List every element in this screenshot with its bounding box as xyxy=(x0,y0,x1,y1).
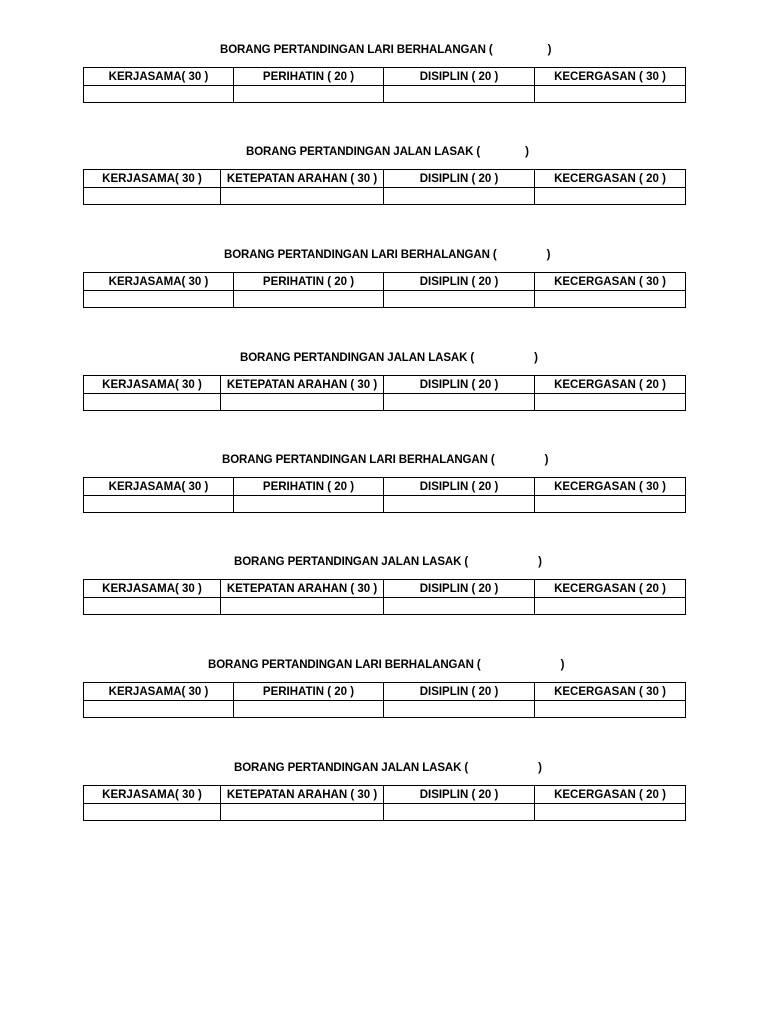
score-cell[interactable] xyxy=(535,394,686,411)
score-cell[interactable] xyxy=(535,291,686,308)
score-cell[interactable] xyxy=(384,804,535,821)
form-title-text: BORANG PERTANDINGAN LARI BERHALANGAN ( xyxy=(208,659,481,671)
column-header: DISIPLIN ( 20 ) xyxy=(384,683,535,701)
score-cell[interactable] xyxy=(535,188,686,205)
column-header: DISIPLIN ( 20 ) xyxy=(384,580,535,598)
form-title-text: BORANG PERTANDINGAN JALAN LASAK ( xyxy=(234,762,469,774)
header-row xyxy=(84,376,686,394)
score-cell[interactable] xyxy=(221,804,384,821)
column-header: KECERGASAN ( 20 ) xyxy=(535,580,686,598)
column-header: KECERGASAN ( 20 ) xyxy=(535,170,686,188)
score-cell[interactable] xyxy=(84,496,234,513)
score-cell[interactable] xyxy=(535,701,686,718)
form-title xyxy=(208,657,564,673)
column-header: DISIPLIN ( 20 ) xyxy=(384,170,535,188)
score-cell[interactable] xyxy=(84,291,234,308)
score-cell[interactable] xyxy=(384,394,535,411)
score-cell[interactable] xyxy=(234,496,384,513)
score-cell[interactable] xyxy=(384,496,535,513)
form-title-close: ) xyxy=(538,762,542,774)
column-header: KECERGASAN ( 30 ) xyxy=(535,478,686,496)
form-title-close: ) xyxy=(538,556,542,568)
score-cell[interactable] xyxy=(234,291,384,308)
column-header: PERIHATIN ( 20 ) xyxy=(234,68,384,86)
score-cell[interactable] xyxy=(384,701,535,718)
form-title-close: ) xyxy=(547,44,552,56)
score-cell[interactable] xyxy=(84,394,221,411)
form-title xyxy=(246,144,529,160)
column-header: DISIPLIN ( 20 ) xyxy=(384,273,535,291)
score-table xyxy=(83,477,686,513)
score-cell[interactable] xyxy=(384,188,535,205)
column-header: DISIPLIN ( 20 ) xyxy=(384,68,535,86)
column-header: KECERGASAN ( 20 ) xyxy=(535,376,686,394)
form-title-text: BORANG PERTANDINGAN JALAN LASAK ( xyxy=(234,556,469,568)
column-header: KECERGASAN ( 30 ) xyxy=(535,683,686,701)
score-entry-row xyxy=(84,394,686,411)
score-table xyxy=(83,169,686,205)
form-title-text: BORANG PERTANDINGAN LARI BERHALANGAN ( xyxy=(224,249,497,261)
form-title-close: ) xyxy=(544,454,549,466)
score-cell[interactable] xyxy=(535,496,686,513)
column-header: KETEPATAN ARAHAN ( 30 ) xyxy=(221,580,384,598)
column-header: KERJASAMA( 30 ) xyxy=(84,786,221,804)
column-header: KERJASAMA( 30 ) xyxy=(84,170,221,188)
column-header: KERJASAMA( 30 ) xyxy=(84,683,234,701)
form-title xyxy=(220,42,551,58)
form-title xyxy=(234,760,542,776)
column-header: KETEPATAN ARAHAN ( 30 ) xyxy=(221,170,384,188)
column-header: KETEPATAN ARAHAN ( 30 ) xyxy=(221,376,384,394)
header-row xyxy=(84,580,686,598)
score-cell[interactable] xyxy=(384,291,535,308)
form-title-close: ) xyxy=(560,659,565,671)
score-cell[interactable] xyxy=(221,394,384,411)
score-table xyxy=(83,682,686,718)
score-entry-row xyxy=(84,496,686,513)
column-header: PERIHATIN ( 20 ) xyxy=(234,683,384,701)
score-table xyxy=(83,375,686,411)
form-title xyxy=(224,247,550,263)
column-header: PERIHATIN ( 20 ) xyxy=(234,478,384,496)
score-cell[interactable] xyxy=(535,598,686,615)
column-header: PERIHATIN ( 20 ) xyxy=(234,273,384,291)
score-cell[interactable] xyxy=(221,598,384,615)
column-header: KERJASAMA( 30 ) xyxy=(84,580,221,598)
form-title xyxy=(222,452,548,468)
score-cell[interactable] xyxy=(234,701,384,718)
score-entry-row xyxy=(84,701,686,718)
score-entry-row xyxy=(84,86,686,103)
header-row xyxy=(84,68,686,86)
header-row xyxy=(84,786,686,804)
column-header: KERJASAMA( 30 ) xyxy=(84,273,234,291)
score-table xyxy=(83,67,686,103)
form-title xyxy=(234,554,542,570)
header-row xyxy=(84,683,686,701)
score-cell[interactable] xyxy=(384,86,535,103)
form-title-text: BORANG PERTANDINGAN JALAN LASAK ( xyxy=(246,146,481,158)
score-cell[interactable] xyxy=(535,804,686,821)
score-cell[interactable] xyxy=(535,86,686,103)
score-entry-row xyxy=(84,291,686,308)
score-entry-row xyxy=(84,598,686,615)
form-title-text: BORANG PERTANDINGAN JALAN LASAK ( xyxy=(240,352,475,364)
header-row xyxy=(84,170,686,188)
score-cell[interactable] xyxy=(84,804,221,821)
score-table xyxy=(83,579,686,615)
score-cell[interactable] xyxy=(84,188,221,205)
score-entry-row xyxy=(84,188,686,205)
column-header: KERJASAMA( 30 ) xyxy=(84,376,221,394)
header-row xyxy=(84,478,686,496)
score-entry-row xyxy=(84,804,686,821)
column-header: DISIPLIN ( 20 ) xyxy=(384,376,535,394)
column-header: KETEPATAN ARAHAN ( 30 ) xyxy=(221,786,384,804)
score-cell[interactable] xyxy=(234,86,384,103)
header-row xyxy=(84,273,686,291)
column-header: KECERGASAN ( 30 ) xyxy=(535,68,686,86)
score-table xyxy=(83,785,686,821)
form-title-close: ) xyxy=(546,249,551,261)
form-title-text: BORANG PERTANDINGAN LARI BERHALANGAN ( xyxy=(222,454,495,466)
column-header: KERJASAMA( 30 ) xyxy=(84,478,234,496)
column-header: KECERGASAN ( 20 ) xyxy=(535,786,686,804)
score-cell[interactable] xyxy=(84,86,234,103)
score-table xyxy=(83,272,686,308)
column-header: DISIPLIN ( 20 ) xyxy=(384,478,535,496)
column-header: KERJASAMA( 30 ) xyxy=(84,68,234,86)
score-cell[interactable] xyxy=(84,701,234,718)
score-cell[interactable] xyxy=(221,188,384,205)
form-title-text: BORANG PERTANDINGAN LARI BERHALANGAN ( xyxy=(220,44,493,56)
form-title xyxy=(240,350,538,366)
column-header: KECERGASAN ( 30 ) xyxy=(535,273,686,291)
column-header: DISIPLIN ( 20 ) xyxy=(384,786,535,804)
score-cell[interactable] xyxy=(384,598,535,615)
score-cell[interactable] xyxy=(84,598,221,615)
form-title-close: ) xyxy=(534,352,538,364)
form-title-close: ) xyxy=(525,146,529,158)
